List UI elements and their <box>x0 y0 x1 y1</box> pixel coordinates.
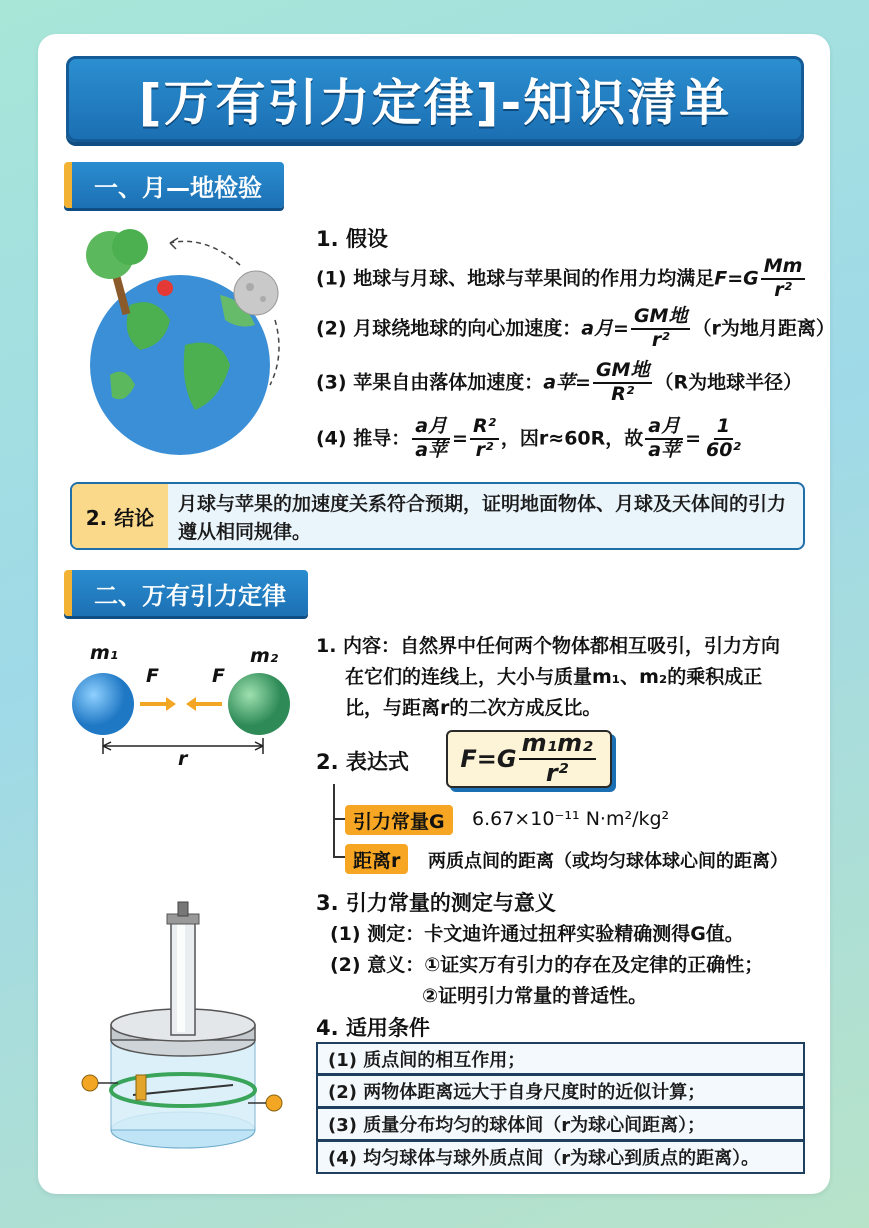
measure-item-1: (1) 测定：卡文迪许通过扭秤实验精确测得G值。 <box>330 923 744 945</box>
page-title: [万有引力定律]-知识清单 <box>138 74 732 132</box>
distance-tag: 距离r <box>345 844 408 874</box>
assume-item-1: (1) 地球与月球、地球与苹果间的作用力均满足F=G $\frac{Mm}{\text{r²}}$ <box>316 256 807 302</box>
section2-heading <box>64 570 308 616</box>
gravity-formula-box: F=G $\frac{\text{m₁m₂}}{\text{r²}}$ <box>446 730 612 788</box>
apple-icon <box>157 280 173 296</box>
assume-title: 1. 假设 <box>316 227 388 251</box>
force1-label: F <box>146 665 159 687</box>
content-line-3: 比，与距离r的二次方成反比。 <box>345 697 602 719</box>
section1-heading <box>64 162 284 208</box>
force-arrow-left-icon <box>186 697 196 711</box>
condition-row: (1) 质点间的相互作用； <box>316 1042 805 1075</box>
assume-item-2: (2) 月球绕地球的向心加速度：a月= $\frac{\text{GM地}}{\text{r²}}$ （r为地月距离） <box>316 305 835 351</box>
earth-moon-illustration <box>70 225 300 460</box>
force2-label: F <box>212 665 225 687</box>
mass1-sphere-icon <box>72 673 134 735</box>
mass2-label: m₂ <box>250 645 279 667</box>
distance-label: r <box>178 748 188 770</box>
large-mass-icon <box>82 1075 98 1091</box>
force-arrow-right-icon <box>166 697 176 711</box>
expression-title: 2. 表达式 <box>316 750 409 774</box>
title-banner <box>66 56 804 142</box>
measure-title: 3. 引力常量的测定与意义 <box>316 891 556 915</box>
g-constant-value: 6.67×10⁻¹¹ N·m²/kg² <box>472 808 670 830</box>
bracket-line-1 <box>333 784 345 820</box>
conditions-table <box>316 1042 805 1174</box>
assume-item-4: (4) 推导： $\frac{\text{a月}}{\text{a苹}}$ = $\frac{\text{R²}}{\text{r²}}$ ，因r≈60R，故 $\frac{\text{a月}}{\text{a苹}}$ = $\frac{1}{\text{60²}}$ <box>316 415 741 461</box>
assume-item-3: (3) 苹果自由落体加速度：a苹= $\frac{\text{GM地}}{\text{R²}}$ （R为地球半径） <box>316 359 803 405</box>
content-line-1: 1. 内容：自然界中任何两个物体都相互吸引，引力方向 <box>316 635 781 657</box>
section1-heading-text: 一、月—地检验 <box>94 173 262 202</box>
g-constant-tag: 引力常量G <box>345 805 453 835</box>
conditions-title: 4. 适用条件 <box>316 1016 430 1040</box>
conclusion-box <box>70 482 805 550</box>
mass1-label: m₁ <box>90 642 119 664</box>
conclusion-text: 月球与苹果的加速度关系符合预期，证明地面物体、月球及天体间的引力遵从相同规律。 <box>178 493 787 543</box>
content-line-2: 在它们的连线上，大小与质量m₁、m₂的乘积成正 <box>345 666 763 688</box>
section2-heading-text: 二、万有引力定律 <box>94 581 286 610</box>
bracket-line-2 <box>333 818 345 858</box>
distance-desc: 两质点间的距离（或均匀球体球心间的距离） <box>428 851 788 872</box>
moon-icon <box>234 271 278 315</box>
measure-item-3: ②证明引力常量的普适性。 <box>422 985 648 1007</box>
large-mass-icon <box>266 1095 282 1111</box>
condition-row: (2) 两物体距离远大于自身尺度时的近似计算； <box>316 1075 805 1108</box>
mass2-sphere-icon <box>228 673 290 735</box>
conclusion-tag: 2. 结论 <box>72 484 168 548</box>
condition-row: (3) 质量分布均匀的球体间（r为球心间距离）； <box>316 1108 805 1141</box>
measure-item-2: (2) 意义：①证实万有引力的存在及定律的正确性； <box>330 954 764 976</box>
condition-row: (4) 均匀球体与球外质点间（r为球心到质点的距离）。 <box>316 1141 805 1174</box>
torsion-balance-illustration <box>78 900 288 1160</box>
